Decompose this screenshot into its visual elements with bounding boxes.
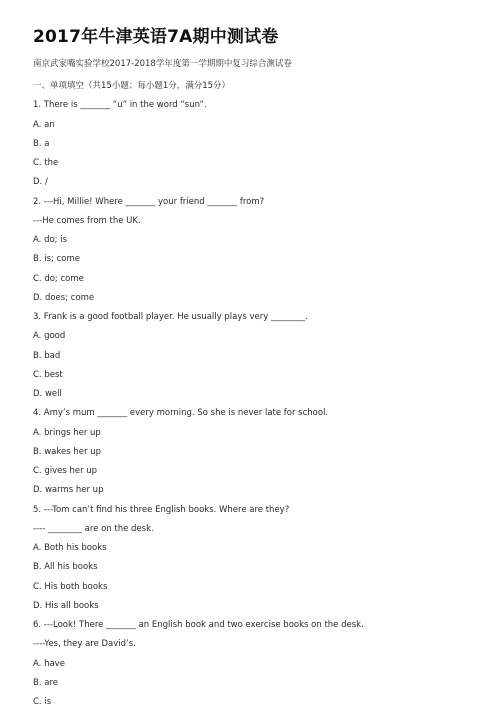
document-line: C. gives her up: [33, 466, 98, 476]
document-line: A. have: [33, 658, 65, 669]
document-line: C. is: [33, 697, 52, 707]
section-heading: 一、单项填空（共15小题；每小题1分，满分15分）: [33, 81, 231, 91]
document-line: A. do; is: [33, 235, 68, 245]
document-line: 4. Amy’s mum _______ every morning. So she is never late for school.: [33, 408, 329, 419]
document-line: B. All his books: [33, 562, 98, 573]
document-line: B. bad: [33, 350, 61, 361]
document-line: 5. ---Tom can’t find his three English books. Where are they?: [33, 504, 290, 515]
document-line: 2. ---Hi, Millie! Where _______ your friend _______ from?: [33, 196, 265, 207]
document-line: 3. Frank is a good football player. He usually plays very ________.: [33, 312, 308, 322]
document-line: C. the: [33, 158, 59, 168]
document-line: A. brings her up: [33, 427, 101, 438]
document-line: C. do; come: [33, 273, 84, 284]
document-line: ----Yes, they are David’s.: [33, 639, 136, 650]
document-line: D. His all books: [33, 600, 99, 611]
document-line: 1. There is _______ “u” in the word “sun”.: [33, 100, 207, 111]
document-line: A. good: [33, 331, 66, 342]
document-line: D. /: [33, 177, 48, 188]
page-subtitle: 南京武家嘴实验学校2017-2018学年度第一学期期中复习综合测试卷: [33, 59, 292, 69]
document-line: B. is; come: [33, 254, 80, 265]
document-line: C. best: [33, 369, 63, 380]
document-line: C. His both books: [33, 581, 108, 592]
page-title: 2017年牛津英语7A期中测试卷: [33, 27, 279, 47]
document-line: A. Both his books: [33, 543, 107, 553]
document-line: ---- ________ are on the desk.: [33, 523, 154, 534]
document-line: ---He comes from the UK.: [33, 215, 141, 226]
document-line: B. a: [33, 138, 50, 149]
document-line: D. does; come: [33, 292, 95, 303]
document-line: D. warms her up: [33, 485, 104, 496]
document-line: D. well: [33, 389, 62, 399]
document-line: B. wakes her up: [33, 446, 101, 457]
document-line: A. an: [33, 119, 55, 130]
document-line: B. are: [33, 677, 58, 688]
document-line: 6. ---Look! There _______ an English book and two exercise books on the desk.: [33, 620, 364, 630]
